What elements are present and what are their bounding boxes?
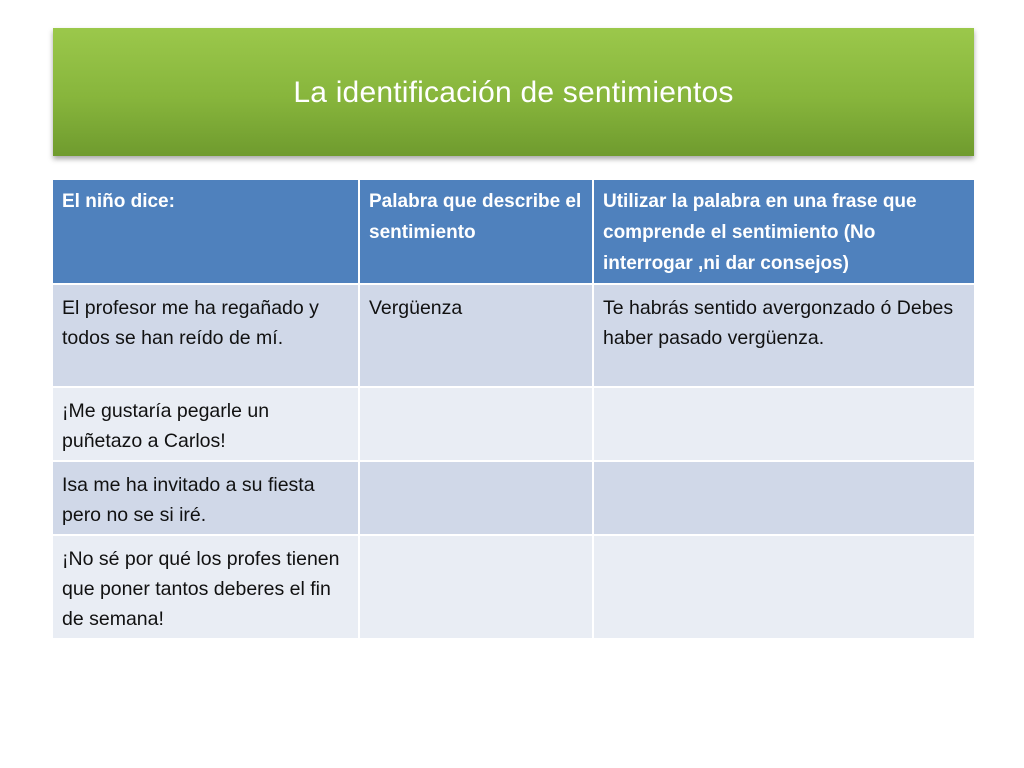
header-child-says: El niño dice:	[52, 179, 359, 284]
title-banner	[53, 28, 974, 156]
header-feeling-word: Palabra que describe el sentimiento	[359, 179, 593, 284]
sentence-cell	[593, 461, 975, 535]
child-says-cell: El profesor me ha regañado y todos se han reído de mí.	[52, 284, 359, 387]
feelings-table	[51, 178, 976, 640]
child-says-cell: ¡No sé por qué los profes tienen que poner tantos deberes el fin de semana!	[52, 535, 359, 639]
table-row	[52, 461, 975, 535]
sentence-cell: Te habrás sentido avergonzado ó Debes haber pasado vergüenza.	[593, 284, 975, 387]
feeling-word-cell: Vergüenza	[359, 284, 593, 387]
table-row	[52, 284, 975, 387]
slide-title: La identificación de sentimientos	[293, 76, 734, 109]
table-row	[52, 387, 975, 461]
table-header-row	[52, 179, 975, 284]
feeling-word-cell	[359, 461, 593, 535]
child-says-cell: Isa me ha invitado a su fiesta pero no se si iré.	[52, 461, 359, 535]
child-says-cell: ¡Me gustaría pegarle un puñetazo a Carlos!	[52, 387, 359, 461]
sentence-cell	[593, 535, 975, 639]
feeling-word-cell	[359, 535, 593, 639]
table-row	[52, 535, 975, 639]
feeling-word-cell	[359, 387, 593, 461]
header-use-in-sentence: Utilizar la palabra en una frase que comprende el sentimiento (No interrogar ,ni dar consejos)	[593, 179, 975, 284]
sentence-cell	[593, 387, 975, 461]
